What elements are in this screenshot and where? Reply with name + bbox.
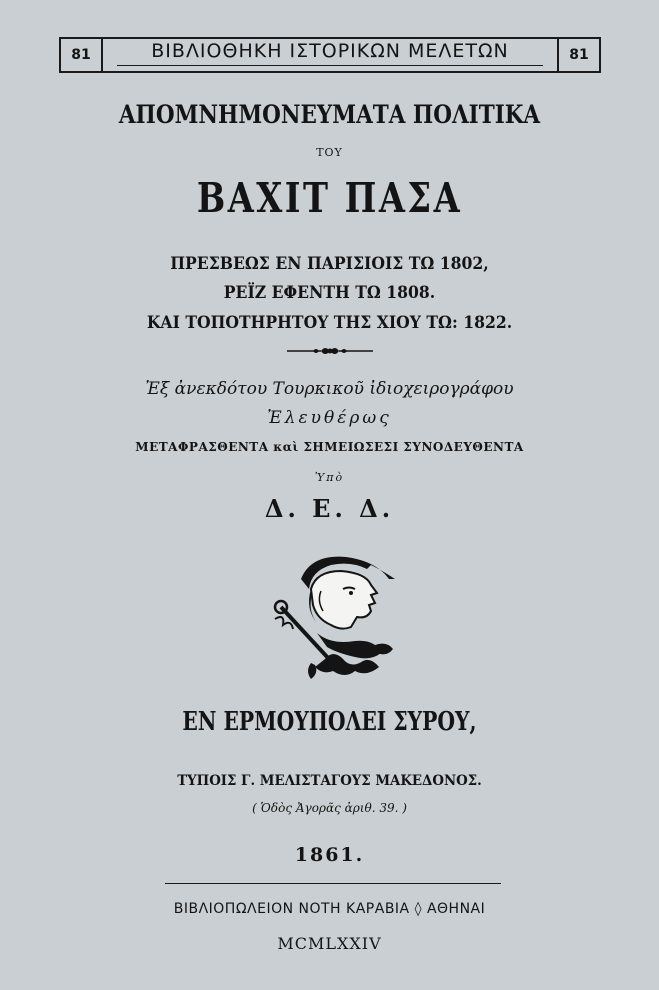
position-line-3: ΚΑΙ ΤΟΠΟΤΗΡΗΤΟΥ ΤΗΣ ΧΙΟΥ ΤΩ: 1822. [146,313,513,333]
publisher-name: ΒΙΒΛΙΟΠΩΛΕΙΟΝ ΝΟΤΗ ΚΑΡΑΒΙΑ ◊ ΑΘΗΝΑΙ [173,901,486,917]
reprint-year: MCMLXXIV [277,934,382,953]
title-of: ΤΟΥ [316,146,343,159]
series-number-box-right [557,37,601,73]
series-title: ΒΙΒΛΙΟΘΗΚΗ ΙΣΤΟΡΙΚΩΝ ΜΕΛΕΤΩΝ [151,40,509,62]
source-line: Ἐξ ἀνεκδότου Τουρκικοῦ ἰδιοχειρογράφου [145,379,514,399]
ornament-divider-icon [285,343,375,359]
publication-place: ΕΝ ΕΡΜΟΥΠΟΛΕΙ ΣΥΡΟΥ, [182,707,477,737]
series-number-box-left [59,37,103,73]
position-line-2: ΡΕΪΖ ΕΦΕΝΤΗ ΤΩ 1808. [223,283,436,303]
main-title: ΑΠΟΜΝΗΜΟΝΕΥΜΑΤΑ ΠΟΛΙΤΙΚΑ [118,100,541,129]
bottom-divider [165,883,501,884]
series-number-right: 81 [569,47,589,63]
publication-year: 1861. [294,844,365,866]
printer-line: ΤΥΠΟΙΣ Γ. ΜΕΛΙΣΤΑΓΟΥΣ ΜΑΚΕΔΟΝΟΣ. [177,773,482,789]
source-name: Ἐλευθέρως [267,408,392,428]
series-underline [117,65,543,66]
by-line: Ὑπὸ [314,471,345,484]
translator-initials: Δ. Ε. Δ. [264,494,395,523]
translation-note: ΜΕΤΑΦΡΑΣΘΕΝΤΑ καὶ ΣΗΜΕΙΩΣΕΣΙ ΣΥΝΟΔΕΥΘΕΝΤΑ [135,440,524,454]
helmeted-head-vignette-icon [271,549,399,689]
author-name: ΒΑΧΙΤ ΠΑΣΑ [196,174,463,222]
series-title-box [103,37,557,73]
printer-address: ( Ὁδὸς Ἀγορᾶς ἀριθ. 39. ) [252,801,407,815]
position-line-1: ΠΡΕΣΒΕΩΣ ΕΝ ΠΑΡΙΣΙΟΙΣ ΤΩ 1802, [170,254,489,274]
series-number-left: 81 [71,47,91,63]
